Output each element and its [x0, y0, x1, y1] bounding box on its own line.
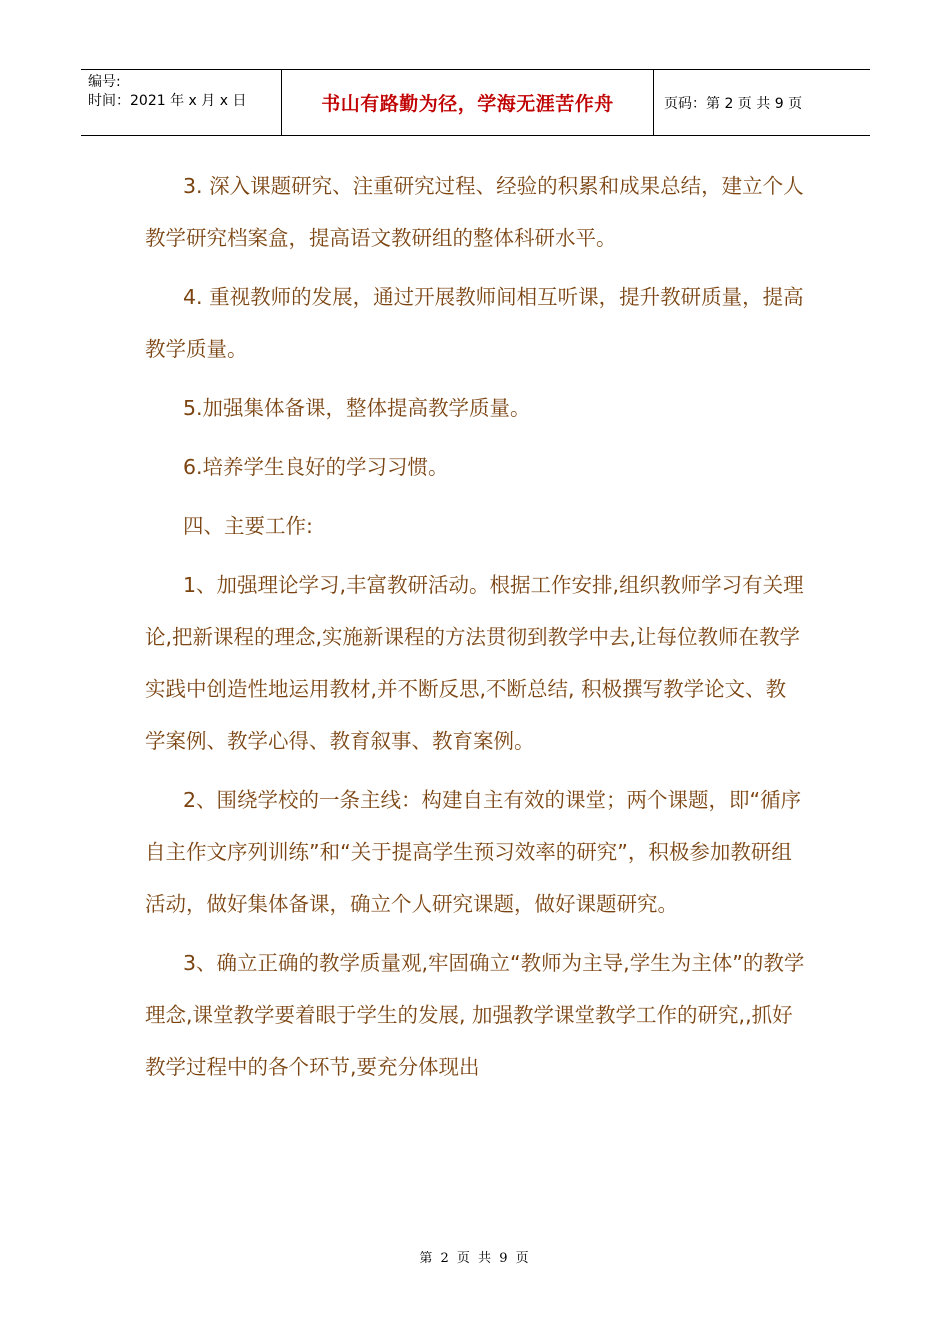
- page-footer: 第 2 页 共 9 页: [419, 1251, 531, 1266]
- document-body: [145, 160, 805, 1100]
- paragraph: 4. 重视教师的发展，通过开展教师间相互听课，提升教研质量，提高教学质量。: [145, 285, 804, 361]
- number-label: 编号:: [88, 74, 121, 90]
- paragraph: 6.培养学生良好的学习习惯。: [183, 455, 449, 479]
- section-heading: 四、主要工作:: [183, 514, 313, 538]
- header-page-info: 页码：第 2 页 共 9 页: [664, 95, 803, 112]
- header-meta: [81, 70, 281, 135]
- document-header: [81, 69, 870, 136]
- paragraph: 5.加强集体备课，整体提高教学质量。: [183, 396, 531, 420]
- paragraph: 3. 深入课题研究、注重研究过程、经验的积累和成果总结，建立个人教学研究档案盒，提高语文教研组的整体科研水平。: [145, 174, 804, 250]
- paragraph: 1、加强理论学习,丰富教研活动。根据工作安排,组织教师学习有关理论,把新课程的理念,实施新课程的方法贯彻到教学中去,让每位教师在教学实践中创造性地运用教材,并不断反思,不断总结, 积极撰写教学论文、教学案例、教学心得、教育叙事、教育案例。: [145, 573, 804, 753]
- paragraph: 3、确立正确的教学质量观,牢固确立“教师为主导,学生为主体”的教学理念,课堂教学要着眼于学生的发展, 加强教学课堂教学工作的研究,,抓好教学过程中的各个环节,要充分体现出: [145, 951, 805, 1079]
- time-label: 时间：2021 年 x 月 x 日: [88, 93, 247, 109]
- paragraph: 2、围绕学校的一条主线：构建自主有效的课堂；两个课题，即“循序自主作文序列训练”和“关于提高学生预习效率的研究”，积极参加教研组活动，做好集体备课，确立个人研究课题，做好课题研究。: [145, 788, 802, 916]
- header-motto: 书山有路勤为径，学海无涯苦作舟: [281, 70, 654, 135]
